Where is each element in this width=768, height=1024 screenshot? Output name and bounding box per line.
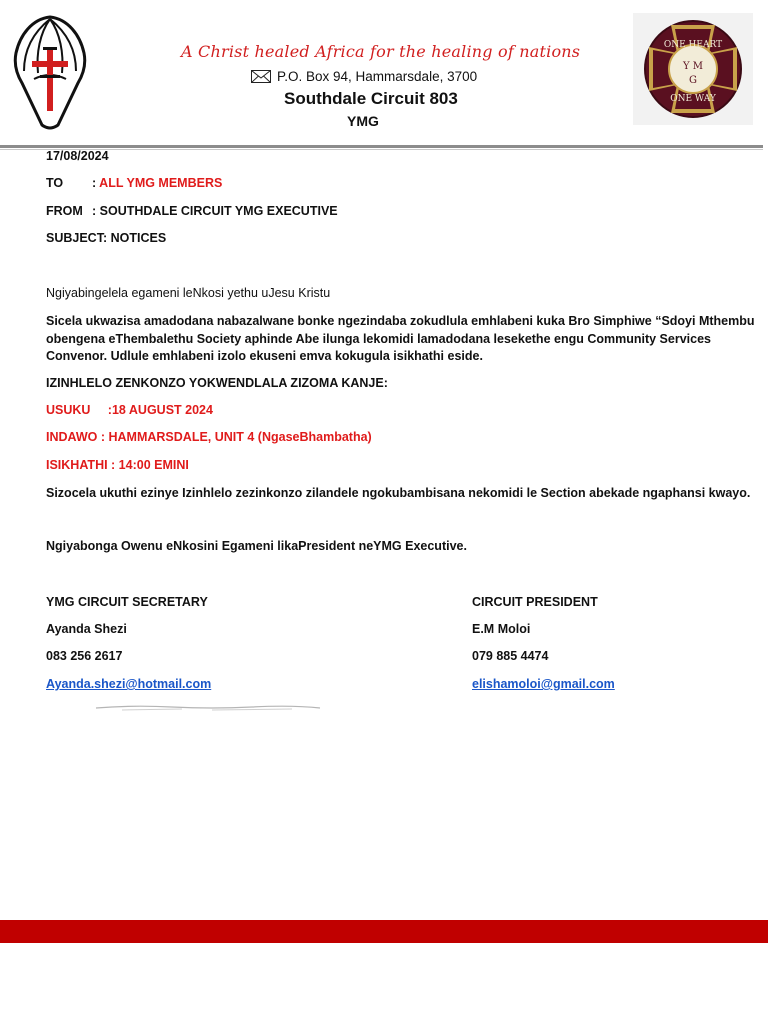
header-divider <box>0 145 763 148</box>
letter-date: 17/08/2024 <box>46 149 109 163</box>
postal-address: P.O. Box 94, Hammarsdale, 3700 <box>277 69 478 84</box>
shell-cross-logo-icon <box>12 13 88 131</box>
closing-line: Ngiyabonga Owenu eNkosini Egameni likaPresident neYMG Executive. <box>46 539 467 553</box>
from-line <box>46 204 338 218</box>
secretary-email-line <box>46 677 211 691</box>
president-phone: 079 885 4474 <box>472 649 549 663</box>
badge-bottom-text: ONE WAY <box>670 94 716 104</box>
to-label: TO <box>46 176 64 190</box>
service-time: ISIKHATHI : 14:00 EMINI <box>46 458 189 472</box>
circuit-name: Southdale Circuit 803 <box>284 89 458 108</box>
signature-scrap-image <box>92 704 324 712</box>
to-value: ALL YMG MEMBERS <box>99 176 223 190</box>
president-email-link[interactable]: elishamoloi@gmail.com <box>472 677 615 691</box>
request-paragraph: Sizocela ukuthi ezinye Izinhlelo zezinkonzo zilandele ngokubambisana nekomidi le Section abekade ngaphansi kwayo. <box>46 486 751 500</box>
group-name: YMG <box>347 113 379 129</box>
president-title: CIRCUIT PRESIDENT <box>472 595 598 609</box>
to-line <box>46 176 222 190</box>
motto: A Christ healed Africa for the healing of nations <box>181 42 581 61</box>
president-name: E.M Moloi <box>472 622 531 636</box>
header-divider-thin <box>0 149 763 150</box>
footer-bar <box>0 920 768 943</box>
arrangements-heading: IZINHLELO ZENKONZO YOKWENDLALA ZIZOMA KANJE: <box>46 376 388 390</box>
from-label: FROM <box>46 204 83 218</box>
ymg-badge-icon <box>633 13 753 125</box>
badge-top-text: ONE HEART <box>663 40 723 50</box>
service-venue: INDAWO : HAMMARSDALE, UNIT 4 (NgaseBhambatha) <box>46 430 372 444</box>
envelope-icon <box>251 70 271 83</box>
to-colon: : <box>92 176 100 190</box>
service-day: USUKU :18 AUGUST 2024 <box>46 403 213 417</box>
secretary-title: YMG CIRCUIT SECRETARY <box>46 595 208 609</box>
announcement-paragraph: Sicela ukwazisa amadodana nabazalwane bonke ngezindaba zokudlula emhlabeni kuka Bro Simphiwe “Sdoyi Mthembu obengena eThembalethu Society aphinde Abe ilunga lekomidi lamadodana lesekethe engu Community Services Convenor. Udlule emhlabeni izolo ekuseni emva kokugula isikhathi eside. <box>46 314 755 363</box>
badge-center-bottom-text: G <box>689 75 697 86</box>
address-row <box>251 69 477 84</box>
greeting: Ngiyabingelela egameni leNkosi yethu uJesu Kristu <box>46 286 331 300</box>
secretary-phone: 083 256 2617 <box>46 649 123 663</box>
president-email-line <box>472 677 615 691</box>
secretary-name: Ayanda Shezi <box>46 622 127 636</box>
badge-center-top-text: Y M <box>682 61 704 72</box>
from-value: : SOUTHDALE CIRCUIT YMG EXECUTIVE <box>92 204 338 218</box>
subject-line: SUBJECT: NOTICES <box>46 231 167 245</box>
secretary-email-link[interactable]: Ayanda.shezi@hotmail.com <box>46 677 212 691</box>
